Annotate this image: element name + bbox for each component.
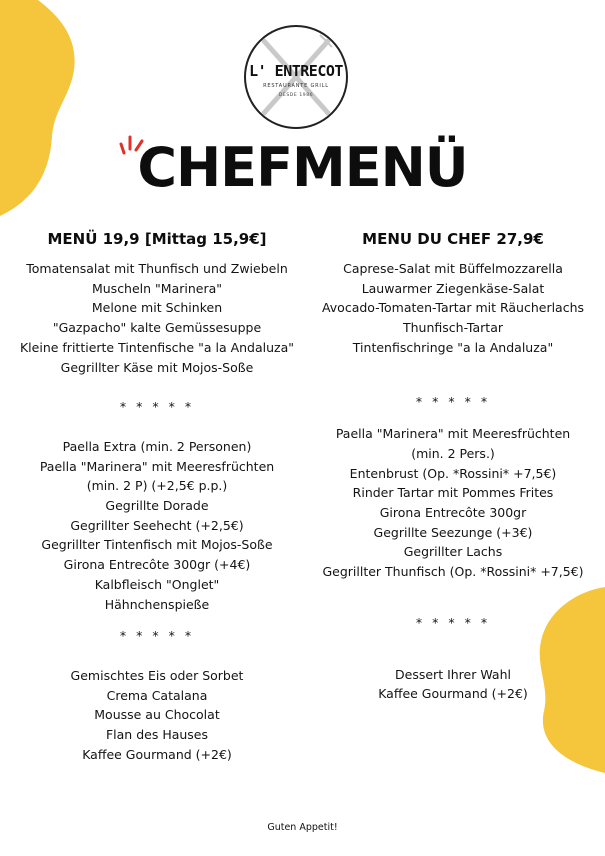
- list-item: Paella "Marinera" mit Meeresfrüchten: [39, 458, 275, 474]
- list-item: Hähnchenspieße: [104, 596, 210, 612]
- list-item: Tintenfischringe "a la Andaluza": [352, 339, 554, 355]
- restaurant-logo: [244, 25, 348, 129]
- separator-right-1: * * * * *: [415, 393, 491, 409]
- list-item: Kleine frittierte Tintenfische "a la Andaluza": [19, 339, 295, 355]
- list-item: Kaffee Gourmand (+2€): [378, 686, 528, 702]
- menu-column-left: [8, 228, 306, 764]
- menu-heading-right: MENU DU CHEF 27,9€: [362, 230, 544, 248]
- list-item: Lauwarmer Ziegenkäse-Salat: [361, 280, 545, 296]
- starters-list-right: [306, 259, 600, 358]
- list-item: Girona Entrecôte 300gr: [379, 505, 527, 521]
- list-item: Gegrillter Thunfisch (Op. *Rossini* +7,5€): [322, 564, 584, 580]
- list-item: Tomatensalat mit Thunfisch und Zwiebeln: [26, 261, 288, 276]
- list-item: Girona Entrecôte 300gr (+4€): [63, 557, 251, 573]
- list-item: Kalbfleisch "Onglet": [94, 576, 220, 592]
- list-item: Paella "Marinera" mit Meeresfrüchten: [335, 426, 571, 442]
- separator-left-2: * * * * *: [119, 628, 195, 644]
- list-item: Gegrillter Seehecht (+2,5€): [70, 517, 244, 533]
- mains-list-left: [8, 437, 306, 614]
- logo-subtitle: RESTAURANTE GRILL: [263, 83, 329, 89]
- separator-left-1: * * * * *: [119, 399, 195, 415]
- list-item: (min. 2 P) (+2,5€ p.p.): [86, 478, 228, 494]
- list-item: Dessert Ihrer Wahl: [395, 666, 511, 682]
- list-item: Gegrillte Dorade: [105, 498, 209, 514]
- list-item: Caprese-Salat mit Büffelmozzarella: [343, 261, 563, 276]
- list-item: Gegrillter Lachs: [403, 544, 503, 560]
- list-item: Thunfisch-Tartar: [402, 320, 503, 336]
- starters-list-left: [8, 259, 306, 377]
- list-item: Gegrillte Seezunge (+3€): [373, 524, 533, 540]
- list-item: Paella Extra (min. 2 Personen): [62, 438, 252, 454]
- menu-heading-left: MENÜ 19,9 [Mittag 15,9€]: [47, 230, 267, 248]
- mains-list-right: [306, 424, 600, 582]
- list-item: Melone mit Schinken: [91, 300, 223, 316]
- logo-since: DESDE 1986: [278, 93, 314, 98]
- logo-name: L' ENTRECOT: [249, 62, 343, 80]
- list-item: Gemischtes Eis oder Sorbet: [70, 667, 244, 683]
- desserts-list-right: [306, 665, 600, 704]
- list-item: Mousse au Chocolat: [94, 707, 220, 723]
- list-item: "Gazpacho" kalte Gemüssesuppe: [52, 320, 262, 336]
- list-item: (min. 2 Pers.): [411, 445, 495, 461]
- list-item: Crema Catalana: [106, 687, 208, 703]
- menu-column-right: [306, 228, 600, 704]
- footer-text: Guten Appetit!: [267, 822, 338, 833]
- list-item: Kaffee Gourmand (+2€): [82, 746, 232, 762]
- list-item: Muscheln "Marinera": [91, 280, 223, 296]
- list-item: Gegrillter Käse mit Mojos-Soße: [60, 359, 254, 375]
- desserts-list-left: [8, 666, 306, 765]
- page-title: CHEFMENÜ: [137, 136, 468, 199]
- list-item: Entenbrust (Op. *Rossini* +7,5€): [349, 465, 557, 481]
- list-item: Gegrillter Tintenfisch mit Mojos-Soße: [41, 537, 273, 553]
- list-item: Avocado-Tomaten-Tartar mit Räucherlachs: [321, 300, 585, 316]
- separator-right-2: * * * * *: [415, 614, 491, 630]
- list-item: Flan des Hauses: [105, 727, 209, 743]
- list-item: Rinder Tartar mit Pommes Frites: [352, 485, 554, 501]
